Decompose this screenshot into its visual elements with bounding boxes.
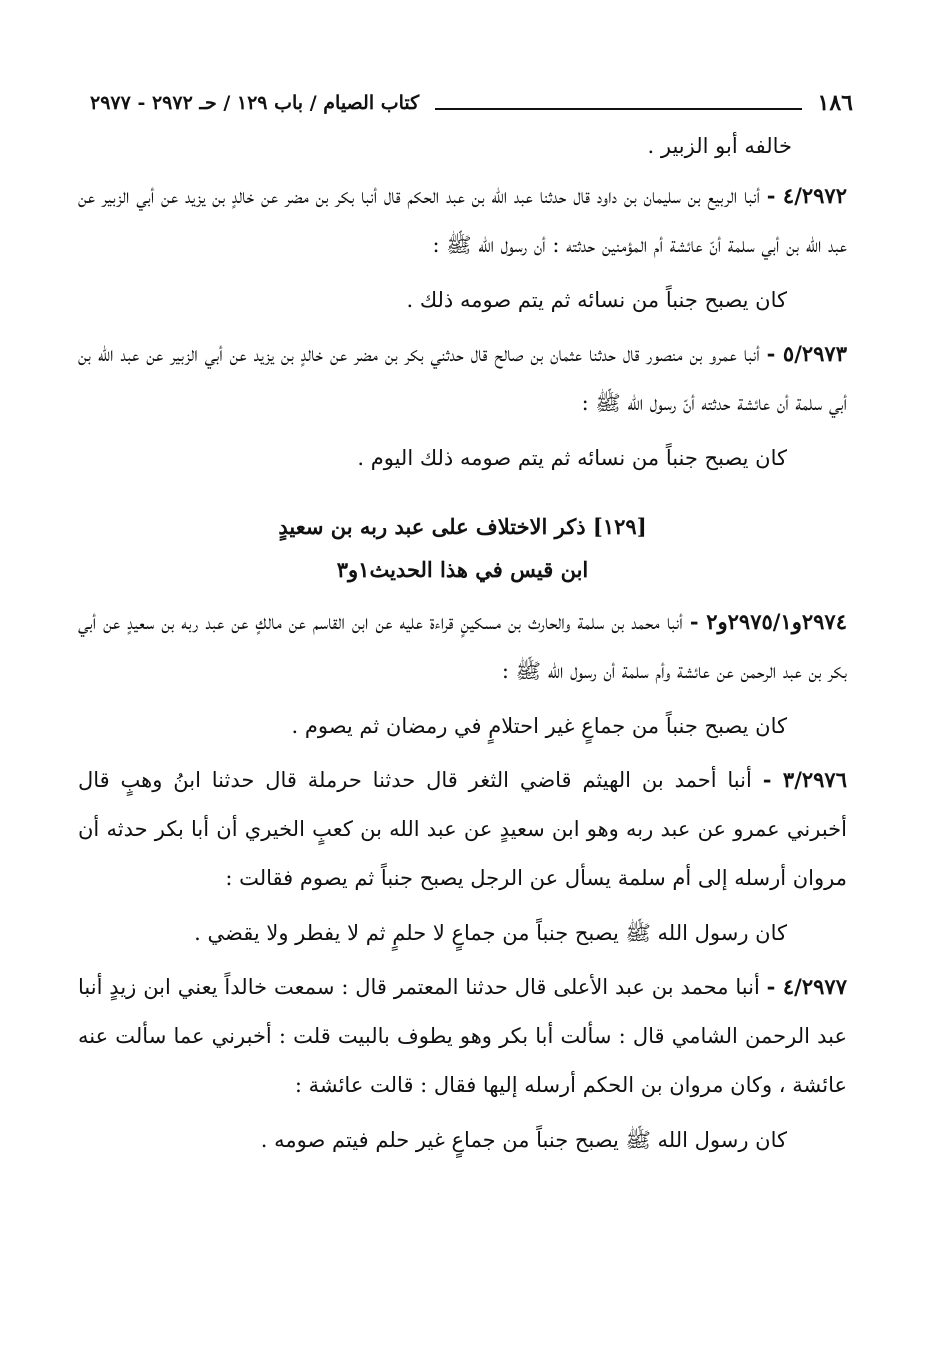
hadith-2972 xyxy=(78,171,847,270)
hadith-2973 xyxy=(78,329,847,428)
hadith-matn xyxy=(78,434,847,483)
hadith-2977 xyxy=(78,962,847,1110)
hadith-matn xyxy=(78,909,847,958)
hadith-number: ٢٩٧٤و٢٩٧٥/١و٢ - xyxy=(689,609,847,634)
section-heading xyxy=(78,505,847,591)
hadith-number: ٣/٢٩٧٦ - xyxy=(762,767,847,792)
page-body xyxy=(78,122,847,1169)
hadith-text: أنبا عمرو بن منصور قال حدثنا عثمان بن صالح قال حدثني بكر بن مضر عن خالدٍ بن يزيد عن أبي الزبير عن عبد الله بن أبي سلمة أن عائشة حدثته أنّ رسول الله ﷺ : xyxy=(78,342,847,415)
header-rule xyxy=(435,96,801,110)
hadith-text: أنبا أحمد بن الهيثم قاضي الثغر قال حدثنا حرملة قال حدثنا ابنُ وهبٍ قال أخبرني عمرو عن عبد ربه وهو ابن سعيدٍ عن عبد الله بن كعبٍ الخيري أن أبا بكر حدثه أن مروان أرسله إلى أم سلمة يسأل عن الرجل يصبح جنباً ثم يصوم فقالت : xyxy=(78,768,847,890)
page-number: ١٨٦ xyxy=(817,90,853,116)
hadith-number: ٤/٢٩٧٧ - xyxy=(766,974,847,999)
matn-text: كان رسول الله ﷺ يصبح جنباً من جماعٍ لا حلمٍ ثم لا يفطر ولا يقضي . xyxy=(194,921,787,945)
hadith-matn xyxy=(78,1116,847,1165)
hadith-2974-2975 xyxy=(78,597,847,696)
hadith-text: أنبا محمد بن سلمة والحارث بن مسكينٍ قراءة عليه عن ابن القاسم عن مالكٍ عن عبد ربه بن سعيدٍ عن أبي بكر بن عبد الرحمن عن عائشة وأم سلمة أن رسول الله ﷺ : xyxy=(78,610,847,683)
paragraph xyxy=(78,122,847,171)
matn-text: كان رسول الله ﷺ يصبح جنباً من جماعٍ غير حلم فيتم صومه . xyxy=(260,1128,787,1152)
matn-text: كان يصبح جنباً من نسائه ثم يتم صومه ذلك . xyxy=(406,288,787,312)
hadith-matn xyxy=(78,702,847,751)
hadith-text: أنبا محمد بن عبد الأعلى قال حدثنا المعتمر قال : سمعت خالداً يعني ابن زيدٍ أنبا عبد الرحمن الشامي قال : سألت أبا بكر وهو يطوف بالبيت قلت : أخبرني عما سألت عنه عائشة ، وكان مروان بن الحكم أرسله إليها فقال : قالت عائشة : xyxy=(78,975,847,1097)
section-heading-line-2: ابن قيس في هذا الحديث١و٣ xyxy=(336,557,589,582)
hadith-2976 xyxy=(78,755,847,903)
running-title: كتاب الصيام / باب ١٢٩ / حـ ٢٩٧٢ - ٢٩٧٧ xyxy=(90,92,420,114)
section-heading-line-1: [١٢٩] ذكر الاختلاف على عبد ربه بن سعيدٍ xyxy=(278,514,647,539)
hadith-matn xyxy=(78,276,847,325)
page-header xyxy=(90,85,853,121)
matn-text: كان يصبح جنباً من جماعٍ غير احتلامٍ في رمضان ثم يصوم . xyxy=(291,714,787,738)
matn-text: كان يصبح جنباً من نسائه ثم يتم صومه ذلك اليوم . xyxy=(357,446,787,470)
hadith-number: ٤/٢٩٧٢ - xyxy=(766,183,847,208)
hadith-text: أنبا الربيع بن سليمان بن داود قال حدثنا عبد الله بن عبد الحكم قال أنبا بكر بن مضر عن خالدٍ بن يزيد عن أبي الزبير عن عبد الله بن أبي سلمة أنّ عائشة أم المؤمنين حدثته : أن رسول الله ﷺ : xyxy=(78,184,847,257)
paragraph-text: خالفه أبو الزبير . xyxy=(647,134,792,158)
hadith-number: ٥/٢٩٧٣ - xyxy=(766,341,847,366)
